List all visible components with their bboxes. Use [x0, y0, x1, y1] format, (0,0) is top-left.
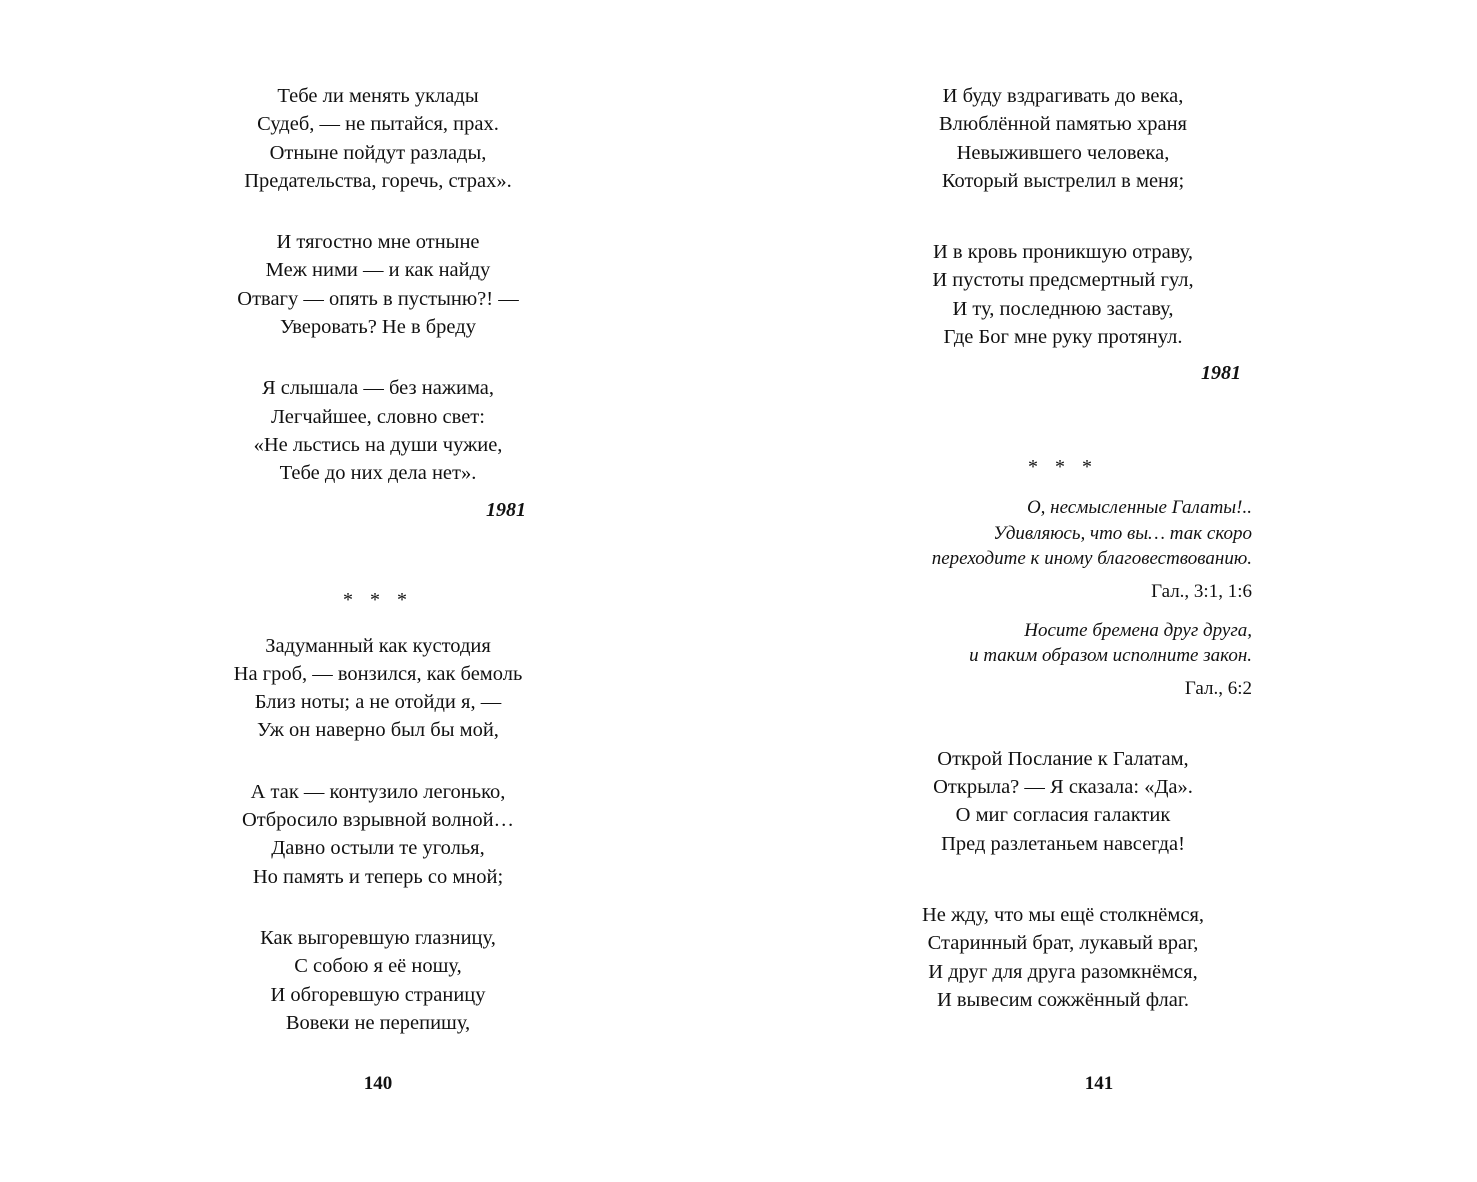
verse-line: О миг согласия галактик [955, 804, 1171, 827]
epigraph-line: переходите к иному благовествованию. [931, 548, 1252, 570]
stanza [200, 778, 556, 891]
stanza [868, 901, 1258, 1014]
verse-line: Где Бог мне руку протянул. [943, 326, 1183, 349]
epigraph-reference: Гал., 3:1, 1:6 [1151, 580, 1252, 602]
verse-line: Близ ноты; а не отойди я, — [254, 691, 502, 714]
poem-year: 1981 [1201, 362, 1241, 385]
verse-line: А так — контузило легонько, [250, 780, 506, 803]
verse-line: Открыла? — Я сказала: «Да». [933, 776, 1193, 799]
verse-line: И обгоревшую страницу [270, 983, 486, 1006]
epigraph-line: Носите бремена друг друга, [1024, 619, 1252, 641]
poem-year: 1981 [486, 498, 526, 521]
verse-line: И в кровь проникшую отраву, [932, 241, 1194, 264]
right-column [868, 82, 1258, 1014]
epigraph-reference: Гал., 6:2 [1184, 677, 1252, 699]
verse-line: Который выстрелил в меня; [941, 169, 1185, 192]
verse-line: Не жду, что мы ещё столкнёмся, [921, 904, 1205, 927]
verse-line: Старинный брат, лукавый враг, [927, 932, 1199, 955]
epigraph-line: Удивляюсь, что вы… так скоро [993, 522, 1252, 544]
verse-line: Давно остыли те уголья, [271, 837, 485, 860]
verse-line: Отбросило взрывной волной… [241, 809, 515, 832]
stanza [868, 238, 1258, 351]
section-divider-stars: * * * [343, 588, 413, 611]
verse-line: Судеб, — не пытайся, прах. [257, 113, 499, 136]
epigraph [868, 495, 1258, 604]
epigraph-quote [868, 618, 1252, 669]
verse-line: И тягостно мне отныне [276, 231, 480, 254]
stanza [200, 228, 556, 341]
verse-line: И ту, последнюю заставу, [952, 297, 1174, 320]
stanza [200, 374, 556, 487]
right-page [738, 0, 1477, 1182]
verse-line: С собою я её ношу, [294, 955, 462, 978]
verse-line: Уж он наверно был бы мой, [257, 719, 499, 742]
verse-line: На гроб, — вонзился, как бемоль [233, 662, 523, 685]
page-number: 140 [363, 1073, 393, 1094]
verse-line: Пред разлетаньем навсегда! [941, 832, 1185, 855]
verse-line: Открой Послание к Галатам, [937, 747, 1189, 770]
verse-line: Уверовать? Не в бреду [280, 316, 476, 339]
epigraph [868, 618, 1258, 701]
verse-line: Легчайшее, словно свет: [271, 405, 485, 428]
stanza [868, 745, 1258, 858]
epigraph-line: и таким образом исполните закон. [969, 645, 1252, 667]
verse-line: Я слышала — без нажима, [261, 377, 495, 400]
verse-line: Меж ними — и как найду [265, 259, 491, 282]
verse-line: Невыжившего человека, [956, 141, 1170, 164]
verse-line: Как выгоревшую глазницу, [260, 926, 496, 949]
stanza [200, 82, 556, 195]
stanza [200, 632, 556, 745]
verse-line: Вовеки не перепишу, [285, 1011, 471, 1034]
verse-line: «Не льстись на души чужие, [253, 433, 503, 456]
verse-line: Отныне пойдут разлады, [269, 141, 487, 164]
verse-line: Предательства, горечь, страх». [244, 169, 512, 192]
page-number: 141 [1084, 1073, 1114, 1094]
left-column [200, 82, 556, 1037]
epigraph-line: О, несмысленные Галаты!.. [1026, 497, 1252, 519]
verse-line: Но память и теперь со мной; [252, 865, 504, 888]
section-divider-stars: * * * [1028, 456, 1098, 479]
verse-line: Тебе до них дела нет». [279, 462, 477, 485]
stanza [200, 924, 556, 1037]
verse-line: И пустоты предсмертный гул, [932, 269, 1194, 292]
left-page [0, 0, 738, 1182]
verse-line: Отвагу — опять в пустыню?! — [237, 287, 519, 310]
verse-line: Тебе ли менять уклады [277, 85, 479, 107]
stanza [868, 82, 1258, 195]
verse-line: И буду вздрагивать до века, [942, 85, 1184, 107]
verse-line: Задуманный как кустодия [265, 634, 491, 657]
verse-line: Влюблённой памятью храня [939, 113, 1187, 136]
verse-line: И друг для друга разомкнёмся, [928, 960, 1198, 983]
verse-line: И вывесим сожжённый флаг. [936, 988, 1190, 1011]
epigraph-quote [868, 495, 1252, 572]
